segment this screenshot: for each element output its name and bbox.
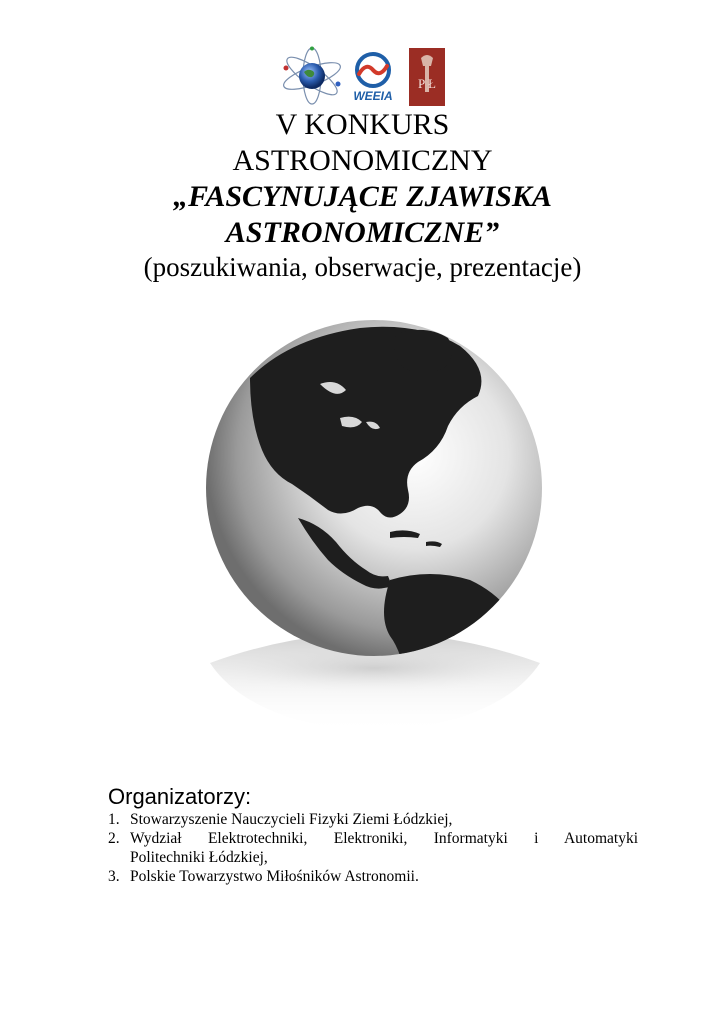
list-item-number: 3. bbox=[108, 868, 120, 885]
list-item-text-continued: Politechniki Łódzkiej, bbox=[130, 849, 268, 866]
subtitle: (poszukiwania, obserwacje, prezentacje) bbox=[143, 252, 582, 282]
list-item bbox=[108, 810, 638, 829]
list-item bbox=[108, 867, 638, 886]
list-item-number: 1. bbox=[108, 811, 120, 828]
globe-illustration-icon bbox=[190, 318, 560, 738]
list-item-text: Wydział Elektrotechniki, Elektroniki, Informatyki i Automatyki bbox=[130, 830, 638, 847]
list-item-text: Polskie Towarzystwo Miłośników Astronomii. bbox=[130, 868, 419, 885]
atom-globe-logo-icon bbox=[280, 46, 344, 106]
list-item-text: Stowarzyszenie Nauczycieli Fizyki Ziemi Łódzkiej, bbox=[130, 811, 453, 828]
title-line-3: „FASCYNUJĄCE ZJAWISKA bbox=[173, 180, 552, 213]
weeia-logo-icon bbox=[348, 50, 398, 104]
pl-logo-text: P Ł bbox=[418, 76, 436, 91]
title-line-1: V KONKURS bbox=[275, 108, 450, 141]
organizers-list bbox=[108, 810, 638, 886]
organizers-heading: Organizatorzy: bbox=[108, 784, 252, 809]
logo-bar bbox=[0, 44, 725, 108]
weeia-logo-text: WEEIA bbox=[353, 89, 393, 103]
title-line-2: ASTRONOMICZNY bbox=[232, 144, 493, 177]
list-item bbox=[108, 829, 638, 867]
list-item-number: 2. bbox=[108, 830, 120, 847]
politechnika-lodzka-logo-icon bbox=[409, 48, 445, 106]
title-line-4: ASTRONOMICZNE” bbox=[225, 216, 500, 249]
